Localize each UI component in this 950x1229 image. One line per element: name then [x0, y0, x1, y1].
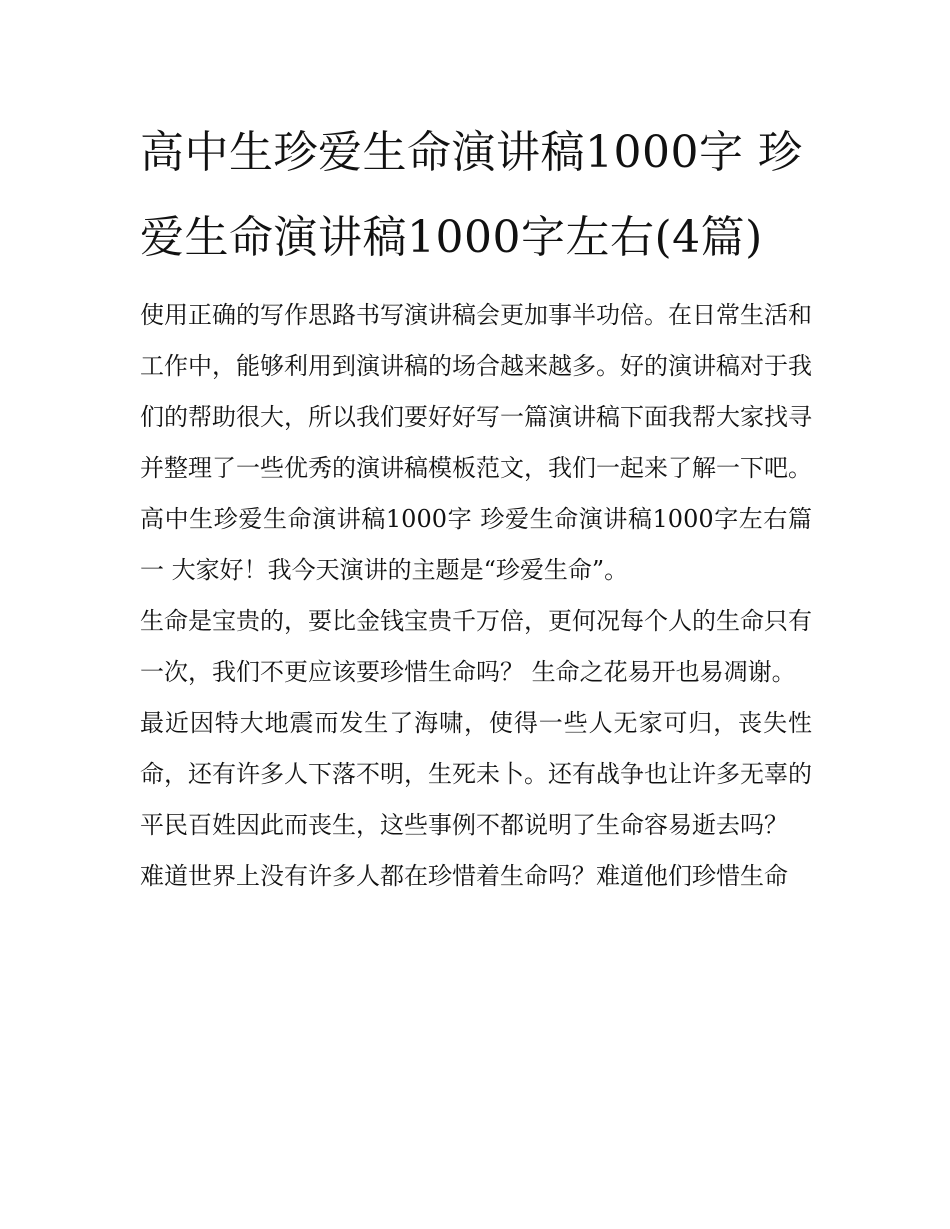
- paragraph-intro: 使用正确的写作思路书写演讲稿会更加事半功倍。在日常生活和工作中，能够利用到演讲稿的场合越来越多。好的演讲稿对于我们的帮助很大，所以我们要好好写一篇演讲稿下面我帮大家找寻并整理了一些优秀的演讲稿模板范文，我们一起来了解一下吧。: [140, 301, 812, 482]
- paragraph-earthquake: 最近因特大地震而发生了海啸，使得一些人无家可归，丧失性命，还有许多人下落不明，生死未卜。还有战争也让许多无辜的平民百姓因此而丧生，这些事例不都说明了生命容易逝去吗？: [140, 709, 812, 839]
- paragraph-life-precious: 生命是宝贵的，要比金钱宝贵千万倍，更何况每个人的生命只有一次，我们不更应该要珍惜生命吗？ 生命之花易开也易凋谢。: [140, 607, 812, 686]
- paragraph-section-one: 高中生珍爱生命演讲稿1000字 珍爱生命演讲稿1000字左右篇一 大家好！我今天演讲的主题是“珍爱生命”。: [140, 505, 812, 584]
- document-page: [140, 110, 812, 902]
- document-title: 高中生珍爱生命演讲稿1000字 珍爱生命演讲稿1000字左右(4篇): [140, 127, 803, 263]
- paragraph-cherish-life: 难道世界上没有许多人都在珍惜着生命吗？难道他们珍惜生命: [140, 862, 788, 890]
